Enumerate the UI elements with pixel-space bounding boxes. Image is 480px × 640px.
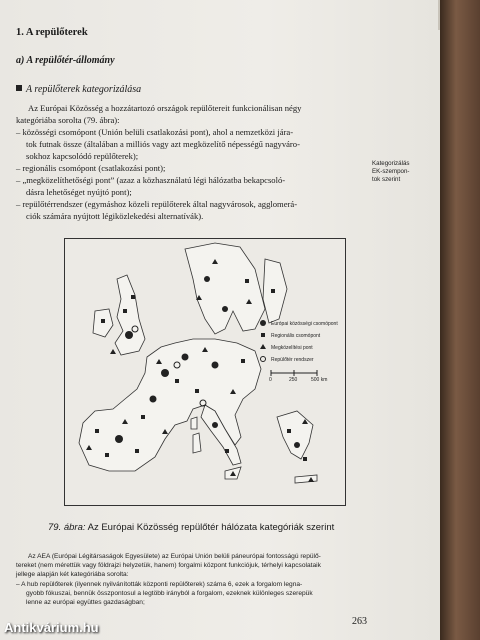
regional-square [135,449,139,453]
page-number: 263 [352,616,367,627]
regional-square [175,379,179,383]
regional-square [225,449,229,453]
landmass-britain [115,275,145,355]
bullet-4-line-2: ciók számára nyújtott légiközlekedési alternatívák). [26,211,204,221]
regional-square [141,415,145,419]
bullet-1-line-2: tok futnak össze (általában a milliós vagy azt megközelítő népességű nagyváro- [26,139,300,149]
landmass-scandinavia [185,243,265,334]
regional-square [123,309,127,313]
figure-caption [48,522,334,533]
scale-start: 0 [269,377,272,383]
legend-regional-label: Regionális csomópont [271,333,321,339]
regional-square [95,429,99,433]
access-triangle [110,349,116,354]
bottom-line-6: lenne az európai együttes gazdaságban; [26,599,145,606]
hub-dot [212,362,219,369]
margin-note-line-2: EK-szempon- [372,168,410,175]
bullet-1-line-1: – közösségi csomópont (Unión belüli csatlakozási pont), ahol a nemzetközi jára- [16,127,294,137]
book-spine [440,0,480,640]
intro-line-1: Az Európai Közösség a hozzátartozó országok repülőtereit funkcionálisan négy [28,103,302,113]
hub-dot [182,354,189,361]
figure-caption-text: Az Európai Közösség repülőtér hálózata kategóriák szerint [87,522,335,533]
chapter-heading: 1. A repülőterek [16,27,88,38]
europe-airport-map [64,238,346,506]
hub-dot [294,442,300,448]
legend-system-label: Repülőtér rendszer [271,357,314,363]
subsection-heading-text: A repülőterek kategorizálása [26,84,142,95]
bullet-1-line-3: sokhoz kapcsolódó repülőterek); [26,151,139,161]
hub-dot [212,422,218,428]
regional-square [195,389,199,393]
landmass-corsica [191,417,197,429]
regional-square [131,295,135,299]
regional-square [101,319,105,323]
landmass-sardinia [193,433,201,453]
legend-hub-label: Európai közösségi csomópont [271,321,338,327]
hub-dot [150,396,157,403]
scale-end: 500 km [311,377,328,383]
hub-dot [115,435,123,443]
bullet-3-line-1: – „megközelíthetőségi pont” (azaz a közhasználatú légi hálózatba bekapcsoló- [16,175,286,185]
bottom-line-1: Az AEA (Európai Légitársaságok Egyesülete) az Európai Unión belüli páneurópai fontosságú repülő- [28,553,321,560]
regional-square [303,457,307,461]
bullet-2-line-1: – regionális csomópont (csatlakozási pont); [16,163,166,173]
legend-hub-symbol [260,320,266,326]
legend-system-symbol [261,357,266,362]
margin-note [372,160,410,184]
regional-square [271,289,275,293]
margin-note-line-1: Kategorizálás [372,160,410,167]
legend-access-label: Megközelítési pont [271,345,313,351]
bullet-3-line-2: dásra lehetőséget nyújtó pont); [26,187,132,197]
margin-note-line-3: tok szerint [372,176,401,183]
legend-regional-symbol [261,333,265,337]
regional-square [241,359,245,363]
bottom-line-3: jellege alapján két kategóriába sorolta: [16,571,129,578]
legend-access-symbol [260,344,266,349]
regional-square [105,453,109,457]
square-bullet-icon [16,85,22,91]
hub-dot [204,276,210,282]
scale-mid: 250 [289,377,298,383]
figure-caption-label: 79. ábra: [48,522,86,533]
bottom-line-5: gyobb fókuszai, bennük összpontosul a legtöbb irányból a forgalom, ezeknek különleges szerepük [26,590,313,597]
landmass-greece [277,411,313,459]
site-watermark: Antikvárium.hu [4,620,99,635]
hub-dot [222,306,228,312]
hub-dot [125,331,133,339]
bottom-line-2: tereket (nem mérettük vagy földrajzi helyzetük, hanem) forgalmi központ funkciójuk, térhelyi kapcsolataik [16,562,321,569]
hub-dot [161,369,169,377]
intro-line-2: kategóriába sorolta (79. ábra): [16,115,120,125]
regional-square [245,279,249,283]
section-heading: a) A repülőtér-állomány [16,55,115,66]
bullet-4-line-1: – repülőtérrendszer (egymáshoz közeli repülőterek által nagyvárosok, agglomerá- [16,199,298,209]
bottom-line-4: – A hub repülőterek (ilyennek nyilvánították központi repülőterek) száma 6, ezek a forgalom legna- [16,581,303,588]
regional-square [287,429,291,433]
map-drawing [65,239,345,505]
subsection-heading [16,84,141,95]
